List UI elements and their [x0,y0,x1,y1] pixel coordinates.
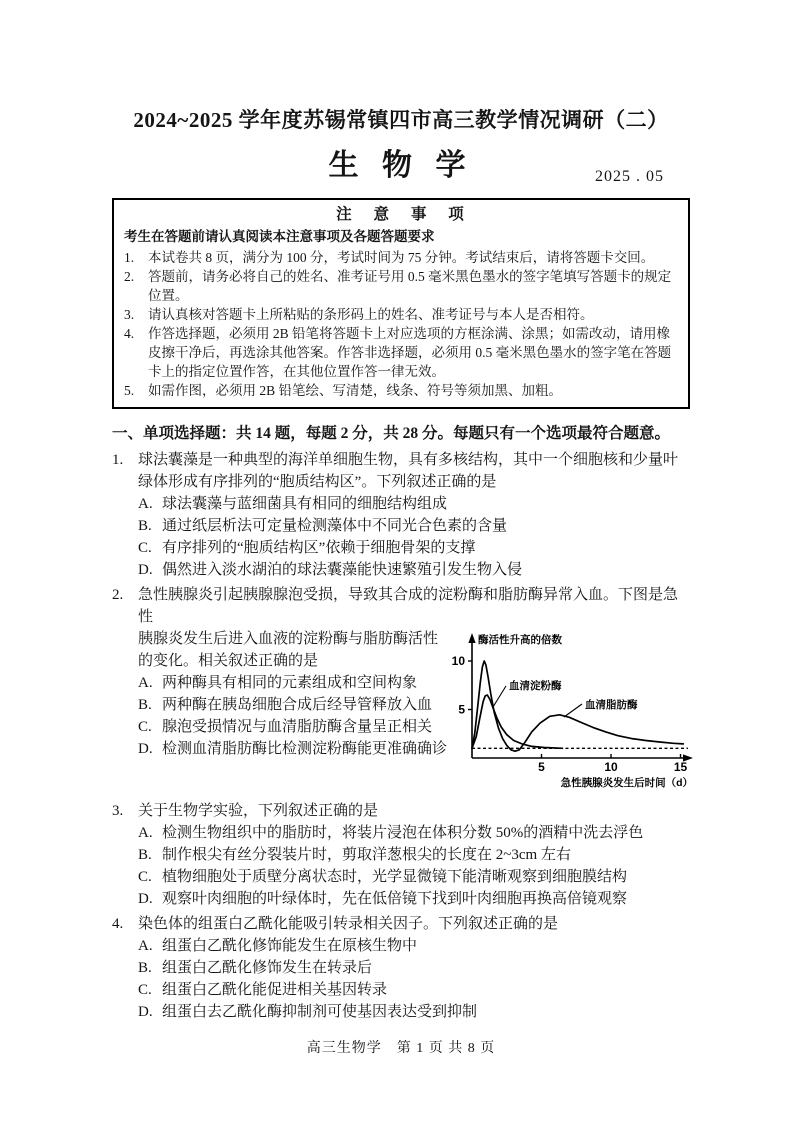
notice-item-text: 答题前，请务必将自己的姓名、准考证号用 0.5 毫米黑色墨水的签字笔填写答题卡的规定位置。 [148,269,672,303]
option-label: C. [138,719,152,735]
question-number: 2. [112,587,124,603]
option-text: 组蛋白乙酰化能促进相关基因转录 [162,982,388,998]
x-tick-label-10: 10 [604,760,618,774]
question-stem-text: 球法囊藻是一种典型的海洋单细胞生物，具有多核结构，其中一个细胞核和少量叶绿体形成有序排列的“胞质结构区”。下列叙述正确的是 [138,452,679,490]
notice-item-number: 5. [124,383,135,398]
option-row [138,866,690,888]
question-number: 1. [112,452,124,468]
option-row [138,957,690,979]
subject-title: 生 物 学 [328,149,474,182]
question-stem [112,800,690,822]
y-axis-arrow-icon [468,633,475,643]
option-text: 通过纸层析法可定量检测藻体中不同光合色素的含量 [162,518,508,534]
y-axis-title: 酶活性升高的倍数 [478,634,562,646]
option-label: C. [138,540,152,556]
option-row [138,694,450,716]
option-row [138,738,450,760]
question-stem [112,584,690,628]
lipase-series-label: 血清脂肪酶 [585,699,638,711]
notice-item-text: 作答选择题，必须用 2B 铅笔将答题卡上对应选项的方框涂满、涂黑；如需改动，请用橡皮擦干净后，再选涂其他答案。作答非选择题，必须用 0.5 毫米黑色墨水的签字笔在答题卡上的指定位置作答，在其他位置作答一律无效。 [148,326,672,379]
option-text: 两种酶具有相同的元素组成和空间构象 [162,675,418,691]
amylase-leader-line [493,686,506,707]
lipase-leader-line [564,704,582,717]
enzyme-activity-chart-svg [450,628,695,790]
exam-title: 2024~2025 学年度苏锡常镇四市高三教学情况调研（二） [133,108,669,132]
option-row [138,672,450,694]
serum-lipase-curve [472,661,683,751]
option-text: 植物细胞处于质壁分离状态时，光学显微镜下能清晰观察到细胞膜结构 [162,869,628,885]
option-label: A. [138,938,153,954]
question-stem [112,913,690,935]
notice-item [124,381,676,400]
notice-item [124,248,676,267]
option-label: D. [138,562,153,578]
option-row [138,716,450,738]
notice-item-number: 4. [124,326,135,341]
option-row [138,844,690,866]
notice-item [124,267,676,305]
question-1 [112,449,690,581]
option-text: 组蛋白去乙酰化酶抑制剂可使基因表达受到抑制 [162,1004,478,1020]
option-text: 组蛋白乙酰化修饰能发生在原核生物中 [162,938,418,954]
option-text: 两种酶在胰岛细胞合成后经导管释放入血 [162,697,433,713]
option-label: D. [138,891,153,907]
exam-date: 2025 . 05 [595,168,664,185]
x-axis-title: 急性胰腺炎发生后时间（d） [560,777,693,789]
option-label: B. [138,847,152,863]
subject-row [112,144,690,188]
option-text: 制作根尖有丝分裂装片时，剪取洋葱根尖的长度在 2~3cm 左右 [162,847,571,863]
x-tick-label-15: 15 [673,760,688,774]
option-row [138,493,690,515]
option-row [138,559,690,581]
option-label: D. [138,1004,153,1020]
notice-box [112,198,690,409]
question-stem [112,449,690,493]
option-row [138,888,690,910]
options-list [138,822,690,910]
notice-item-number: 2. [124,269,135,284]
option-row [138,979,690,1001]
notice-item-text: 请认真核对答题卡上所粘贴的条形码上的姓名、准考证号与本人是否相符。 [148,307,594,322]
page-footer: 高三生物学 第 1 页 共 8 页 [306,1041,496,1056]
option-label: A. [138,496,153,512]
notice-item-number: 1. [124,250,135,265]
question-stem-text: 关于生物学实验，下列叙述正确的是 [138,803,379,819]
notice-item [124,305,676,324]
notice-item [124,324,676,381]
notice-item-number: 3. [124,307,135,322]
option-row [138,537,690,559]
question-2-left-column [138,628,450,797]
option-row [138,935,690,957]
option-row [138,822,690,844]
question-number: 4. [112,916,124,932]
question-stem-text: 急性胰腺炎引起胰腺腺泡受损，导致其合成的淀粉酶和脂肪酶异常入血。下图是急性 [138,587,679,625]
option-label: B. [138,697,152,713]
question-stem-continued: 胰腺炎发生后进入血液的淀粉酶与脂肪酶活性的变化。相关叙述正确的是 [138,631,439,669]
notice-item-text: 本试卷共 8 页，满分为 100 分，考试时间为 75 分钟。考试结束后，请将答题卡交回。 [148,250,655,265]
option-label: A. [138,675,153,691]
question-2-body [138,628,693,797]
option-label: C. [138,982,152,998]
enzyme-activity-chart [450,628,695,797]
options-list [138,493,690,581]
y-tick-label-5: 5 [458,702,465,717]
option-text: 有序排列的“胞质结构区”依赖于细胞骨架的支撑 [162,540,476,556]
section-heading: 一、单项选择题：共 14 题，每题 2 分，共 28 分。每题只有一个选项最符合题意。 [112,425,671,442]
option-label: A. [138,825,153,841]
option-text: 球法囊藻与蓝细菌具有相同的细胞结构组成 [162,496,448,512]
option-label: B. [138,960,152,976]
amylase-series-label: 血清淀粉酶 [509,680,562,692]
serum-amylase-curve [472,695,562,748]
question-stem-text: 染色体的组蛋白乙酰化能吸引转录相关因子。下列叙述正确的是 [138,916,559,932]
option-row [138,1001,690,1023]
option-label: D. [138,741,153,757]
option-text: 检测生物组织中的脂肪时，将装片浸泡在体积分数 50%的酒精中洗去浮色 [162,825,644,841]
option-text: 偶然进入淡水湖泊的球法囊藻能快速繁殖引发生物入侵 [162,562,523,578]
question-4 [112,913,690,1023]
question-number: 3. [112,803,124,819]
option-text: 观察叶肉细胞的叶绿体时，先在低倍镜下找到叶肉细胞再换高倍镜观察 [162,891,628,907]
option-text: 腺泡受损情况与血清脂肪酶含量呈正相关 [162,719,433,735]
x-tick-label-5: 5 [538,760,545,774]
notice-intro: 考生在答题前请认真阅读本注意事项及各题答题要求 [124,229,435,244]
question-3 [112,800,690,910]
options-list [138,935,690,1023]
y-tick-label-10: 10 [451,654,465,668]
option-text: 组蛋白乙酰化修饰发生在转录后 [162,960,373,976]
option-row [138,515,690,537]
notice-item-text: 如需作图，必须用 2B 铅笔绘、写清楚，线条、符号等须加黑、加粗。 [148,383,563,398]
option-label: B. [138,518,152,534]
question-2 [112,584,693,797]
option-text: 检测血清脂肪酶比检测淀粉酶能更准确确诊 [162,741,448,757]
notice-title: 注 意 事 项 [336,206,473,223]
page-content [112,104,693,1057]
option-label: C. [138,869,152,885]
